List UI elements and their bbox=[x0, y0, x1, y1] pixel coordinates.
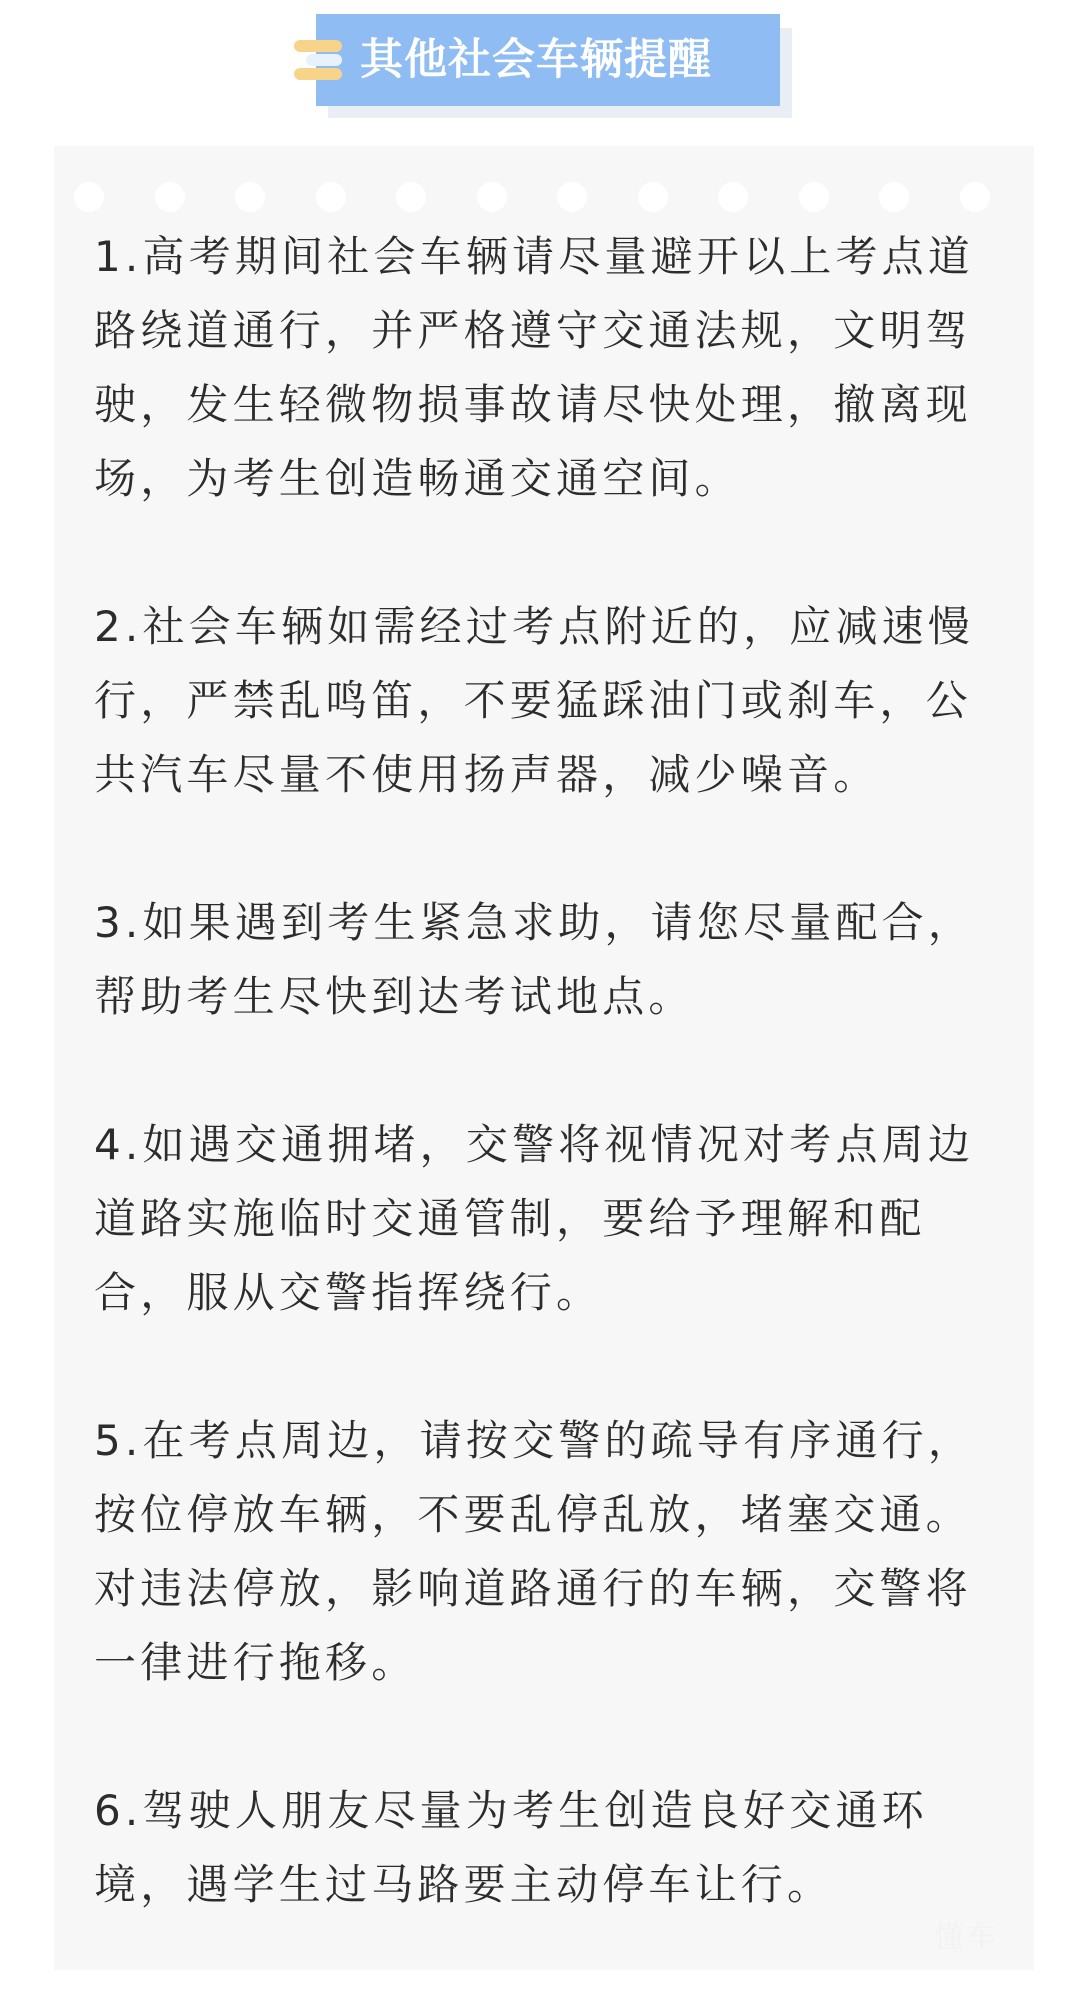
binder-hole bbox=[316, 182, 346, 212]
notice-item-5: 5.在考点周边，请按交警的疏导有序通行， 按位停放车辆，不要乱停乱放，堵塞交通。 对违法停放，影响道路通行的车辆，交警将 一律进行拖移。 bbox=[94, 1416, 975, 1687]
section-header bbox=[0, 0, 1080, 130]
notice-item-4: 4.如遇交通拥堵，交警将视情况对考点周边 道路实施临时交通管制，要给予理解和配 合，服从交警指挥绕行。 bbox=[94, 1120, 975, 1317]
binder-hole bbox=[879, 182, 909, 212]
binder-hole bbox=[557, 182, 587, 212]
binder-hole bbox=[74, 182, 104, 212]
binder-hole bbox=[638, 182, 668, 212]
notice-item-1: 1.高考期间社会车辆请尽量避开以上考点道 路绕道通行，并严格遵守交通法规，文明驾 驶，发生轻微物损事故请尽快处理，撤离现 场，为考生创造畅通交通空间。 bbox=[94, 232, 975, 503]
notice-item-6: 6.驾驶人朋友尽量为考生创造良好交通环 境，遇学生过马路要主动停车让行。 bbox=[94, 1786, 928, 1909]
binder-hole bbox=[960, 182, 990, 212]
section-title: 其他社会车辆提醒 bbox=[360, 35, 712, 85]
binder-hole bbox=[718, 182, 748, 212]
notice-list bbox=[94, 220, 1014, 1996]
list-bars-icon bbox=[294, 36, 342, 84]
binder-hole bbox=[235, 182, 265, 212]
watermark-logo: 懂车 bbox=[934, 1920, 998, 1955]
binder-hole bbox=[155, 182, 185, 212]
binder-hole bbox=[477, 182, 507, 212]
notice-item-2: 2.社会车辆如需经过考点附近的，应减速慢 行，严禁乱鸣笛，不要猛踩油门或刹车，公 共汽车尽量不使用扬声器，减少噪音。 bbox=[94, 602, 975, 799]
notice-item-3: 3.如果遇到考生紧急求助，请您尽量配合， 帮助考生尽快到达考试地点。 bbox=[94, 898, 975, 1021]
binder-hole bbox=[799, 182, 829, 212]
binder-holes bbox=[54, 182, 1034, 212]
binder-hole bbox=[396, 182, 426, 212]
notice-card bbox=[54, 146, 1034, 1970]
